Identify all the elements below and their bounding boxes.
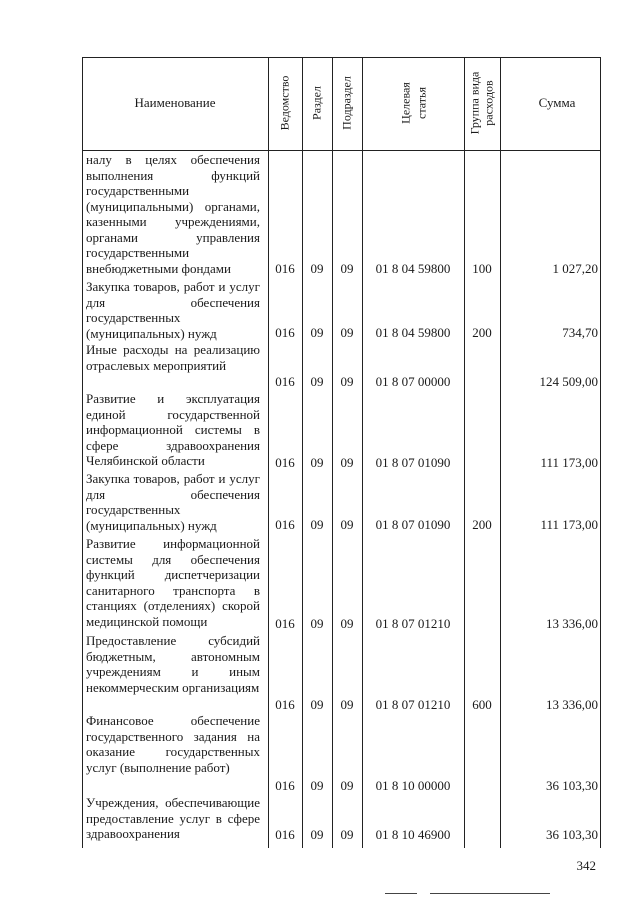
col-divider-4: [362, 57, 363, 848]
cell-podrazdel: 09: [340, 616, 354, 631]
cell-summa: 111 173,00: [540, 517, 598, 532]
cell-razdel: 09: [310, 827, 324, 842]
scan-artifact: [385, 893, 417, 894]
header-celevaya-line1: Целевая: [398, 82, 413, 124]
cell-celevaya: 01 8 04 59800: [375, 325, 451, 340]
cell-summa: 111 173,00: [540, 455, 598, 470]
cell-podrazdel: 09: [340, 374, 354, 389]
header-bottom-border: [82, 150, 601, 151]
table-row-name: Развитие информационной системы для обеспечения функций диспетчеризации санитарного транспорта в станциях (отделениях) скорой медицинской помощи: [86, 536, 260, 629]
cell-podrazdel: 09: [340, 455, 354, 470]
cell-vedomstvo: 016: [275, 374, 295, 389]
cell-summa: 734,70: [562, 325, 598, 340]
header-gruppa-line1: Группа вида: [467, 71, 482, 135]
cell-celevaya: 01 8 07 01210: [375, 616, 451, 631]
cell-razdel: 09: [310, 616, 324, 631]
cell-summa: 13 336,00: [546, 616, 598, 631]
table-row-name: Предоставление субсидий бюджетным, автономным учреждениям и иным некоммерческим организациям: [86, 633, 260, 695]
col-divider-3: [332, 57, 333, 848]
header-name: Наименование: [134, 95, 216, 110]
cell-gruppa: 200: [472, 517, 492, 532]
table-left-border: [82, 57, 83, 848]
cell-podrazdel: 09: [340, 325, 354, 340]
cell-razdel: 09: [310, 778, 324, 793]
scan-artifact: [430, 893, 550, 894]
cell-razdel: 09: [310, 374, 324, 389]
cell-razdel: 09: [310, 325, 324, 340]
cell-summa: 1 027,20: [552, 261, 598, 276]
header-gruppa-line2: расходов: [481, 80, 496, 126]
cell-razdel: 09: [310, 261, 324, 276]
cell-razdel: 09: [310, 517, 324, 532]
header-summa: Сумма: [538, 95, 576, 110]
table-right-border: [600, 57, 601, 848]
cell-podrazdel: 09: [340, 827, 354, 842]
col-divider-1: [268, 57, 269, 848]
cell-podrazdel: 09: [340, 517, 354, 532]
header-celevaya-line2: статья: [414, 87, 429, 119]
cell-vedomstvo: 016: [275, 697, 295, 712]
table-row-name: Иные расходы на реализацию отраслевых мероприятий: [86, 342, 260, 373]
cell-podrazdel: 09: [340, 697, 354, 712]
cell-razdel: 09: [310, 455, 324, 470]
cell-vedomstvo: 016: [275, 616, 295, 631]
header-podrazdel: Подраздел: [339, 76, 354, 130]
cell-gruppa: 200: [472, 325, 492, 340]
page-number: 342: [576, 858, 596, 873]
cell-celevaya: 01 8 04 59800: [375, 261, 451, 276]
cell-celevaya: 01 8 10 00000: [375, 778, 451, 793]
cell-vedomstvo: 016: [275, 517, 295, 532]
table-row-name: Закупка товаров, работ и услуг для обеспечения государственных (муниципальных) нужд: [86, 471, 260, 533]
cell-razdel: 09: [310, 697, 324, 712]
cell-summa: 13 336,00: [546, 697, 598, 712]
table-row-name: Закупка товаров, работ и услуг для обеспечения государственных (муниципальных) нужд: [86, 279, 260, 341]
cell-vedomstvo: 016: [275, 455, 295, 470]
cell-podrazdel: 09: [340, 261, 354, 276]
cell-celevaya: 01 8 07 01090: [375, 517, 451, 532]
cell-celevaya: 01 8 07 00000: [375, 374, 451, 389]
cell-summa: 124 509,00: [539, 374, 598, 389]
table-row-name: Развитие и эксплуатация единой государственной информационной системы в сфере здравоохранения Челябинской области: [86, 391, 260, 468]
table-row-name: Финансовое обеспечение государственного задания на оказание государственных услуг (выполнение работ): [86, 713, 260, 775]
table-row-name: налу в целях обеспечения выполнения функций государственными (муниципальными) органами, казенными учреждениями, органами управления государственными внебюджетными фондами: [86, 152, 260, 276]
cell-vedomstvo: 016: [275, 261, 295, 276]
cell-podrazdel: 09: [340, 778, 354, 793]
cell-gruppa: 600: [472, 697, 492, 712]
col-divider-5: [464, 57, 465, 848]
table-row-name: Учреждения, обеспечивающие предоставление услуг в сфере здравоохранения: [86, 795, 260, 841]
col-divider-2: [302, 57, 303, 848]
header-vedomstvo: Ведомство: [277, 75, 292, 131]
cell-summa: 36 103,30: [546, 778, 598, 793]
table-top-border: [82, 57, 601, 58]
cell-gruppa: 100: [472, 261, 492, 276]
cell-vedomstvo: 016: [275, 827, 295, 842]
cell-summa: 36 103,30: [546, 827, 598, 842]
cell-celevaya: 01 8 07 01210: [375, 697, 451, 712]
cell-celevaya: 01 8 07 01090: [375, 455, 451, 470]
cell-celevaya: 01 8 10 46900: [375, 827, 451, 842]
header-razdel: Раздел: [309, 86, 324, 120]
cell-vedomstvo: 016: [275, 325, 295, 340]
cell-vedomstvo: 016: [275, 778, 295, 793]
col-divider-6: [500, 57, 501, 848]
